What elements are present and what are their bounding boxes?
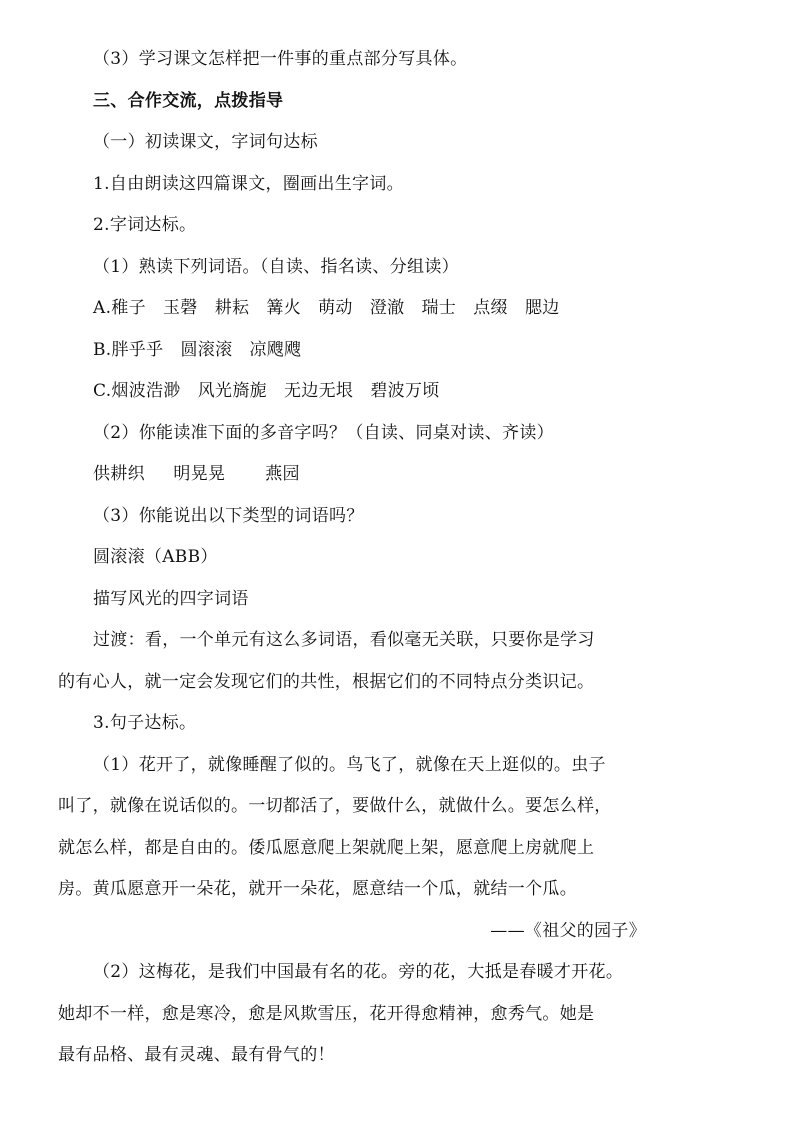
- step-1: 1.自由朗读这四篇课文，圈画出生字词。: [93, 174, 404, 194]
- quote-1-line-3: 就怎么样，都是自由的。倭瓜愿意爬上架就爬上架，愿意爬上房就爬上: [58, 838, 595, 858]
- polyphone-words: 供耕织 明晃晃 燕园: [93, 464, 300, 484]
- task-polyphones: （2）你能读准下面的多音字吗？（自读、同桌对读、齐读）: [93, 423, 554, 443]
- task-read-words: （1）熟读下列词语。（自读、指名读、分组读）: [93, 257, 459, 277]
- word-list-c: C.烟波浩渺 风光旖旎 无边无垠 碧波万顷: [93, 381, 440, 401]
- quote-2-line-2: 她却不一样，愈是寒冷，愈是风欺雪压，花开得愈精神，愈秀气。她是: [58, 1004, 595, 1024]
- word-type-four-char: 描写风光的四字词语: [93, 589, 249, 609]
- quote-1-line-4: 房。黄瓜愿意开一朵花，就开一朵花，愿意结一个瓜，就结一个瓜。: [58, 879, 577, 899]
- section-heading: 三、合作交流，点拨指导: [93, 91, 284, 111]
- objective-3: （3）学习课文怎样把一件事的重点部分写具体。: [93, 49, 468, 69]
- quote-source: ——《祖父的园子》: [490, 921, 646, 941]
- word-type-abb: 圆滚滚（ABB）: [93, 547, 218, 567]
- subsection-heading: （一）初读课文，字词句达标: [93, 132, 318, 152]
- quote-2-line-1: （2）这梅花，是我们中国最有名的花。旁的花，大抵是春暖才开花。: [93, 962, 624, 982]
- word-list-a: A.稚子 玉磬 耕耘 篝火 萌动 澄澈 瑞士 点缀 腮边: [93, 298, 560, 318]
- quote-1-line-1: （1）花开了，就像睡醒了似的。鸟飞了，就像在天上逛似的。虫子: [93, 755, 606, 775]
- quote-2-line-3: 最有品格、最有灵魂、最有骨气的！: [58, 1045, 335, 1065]
- transition-line-1: 过渡：看，一个单元有这么多词语，看似毫无关联，只要你是学习: [93, 630, 595, 650]
- word-list-b: B.胖乎乎 圆滚滚 凉飕飕: [93, 340, 302, 360]
- step-3: 3.句子达标。: [93, 713, 197, 733]
- task-word-types: （3）你能说出以下类型的词语吗？: [93, 506, 364, 526]
- transition-line-2: 的有心人，就一定会发现它们的共性，根据它们的不同特点分类识记。: [58, 672, 595, 692]
- step-2: 2.字词达标。: [93, 215, 197, 235]
- quote-1-line-2: 叫了，就像在说话似的。一切都活了，要做什么，就做什么。要怎么样，: [58, 796, 612, 816]
